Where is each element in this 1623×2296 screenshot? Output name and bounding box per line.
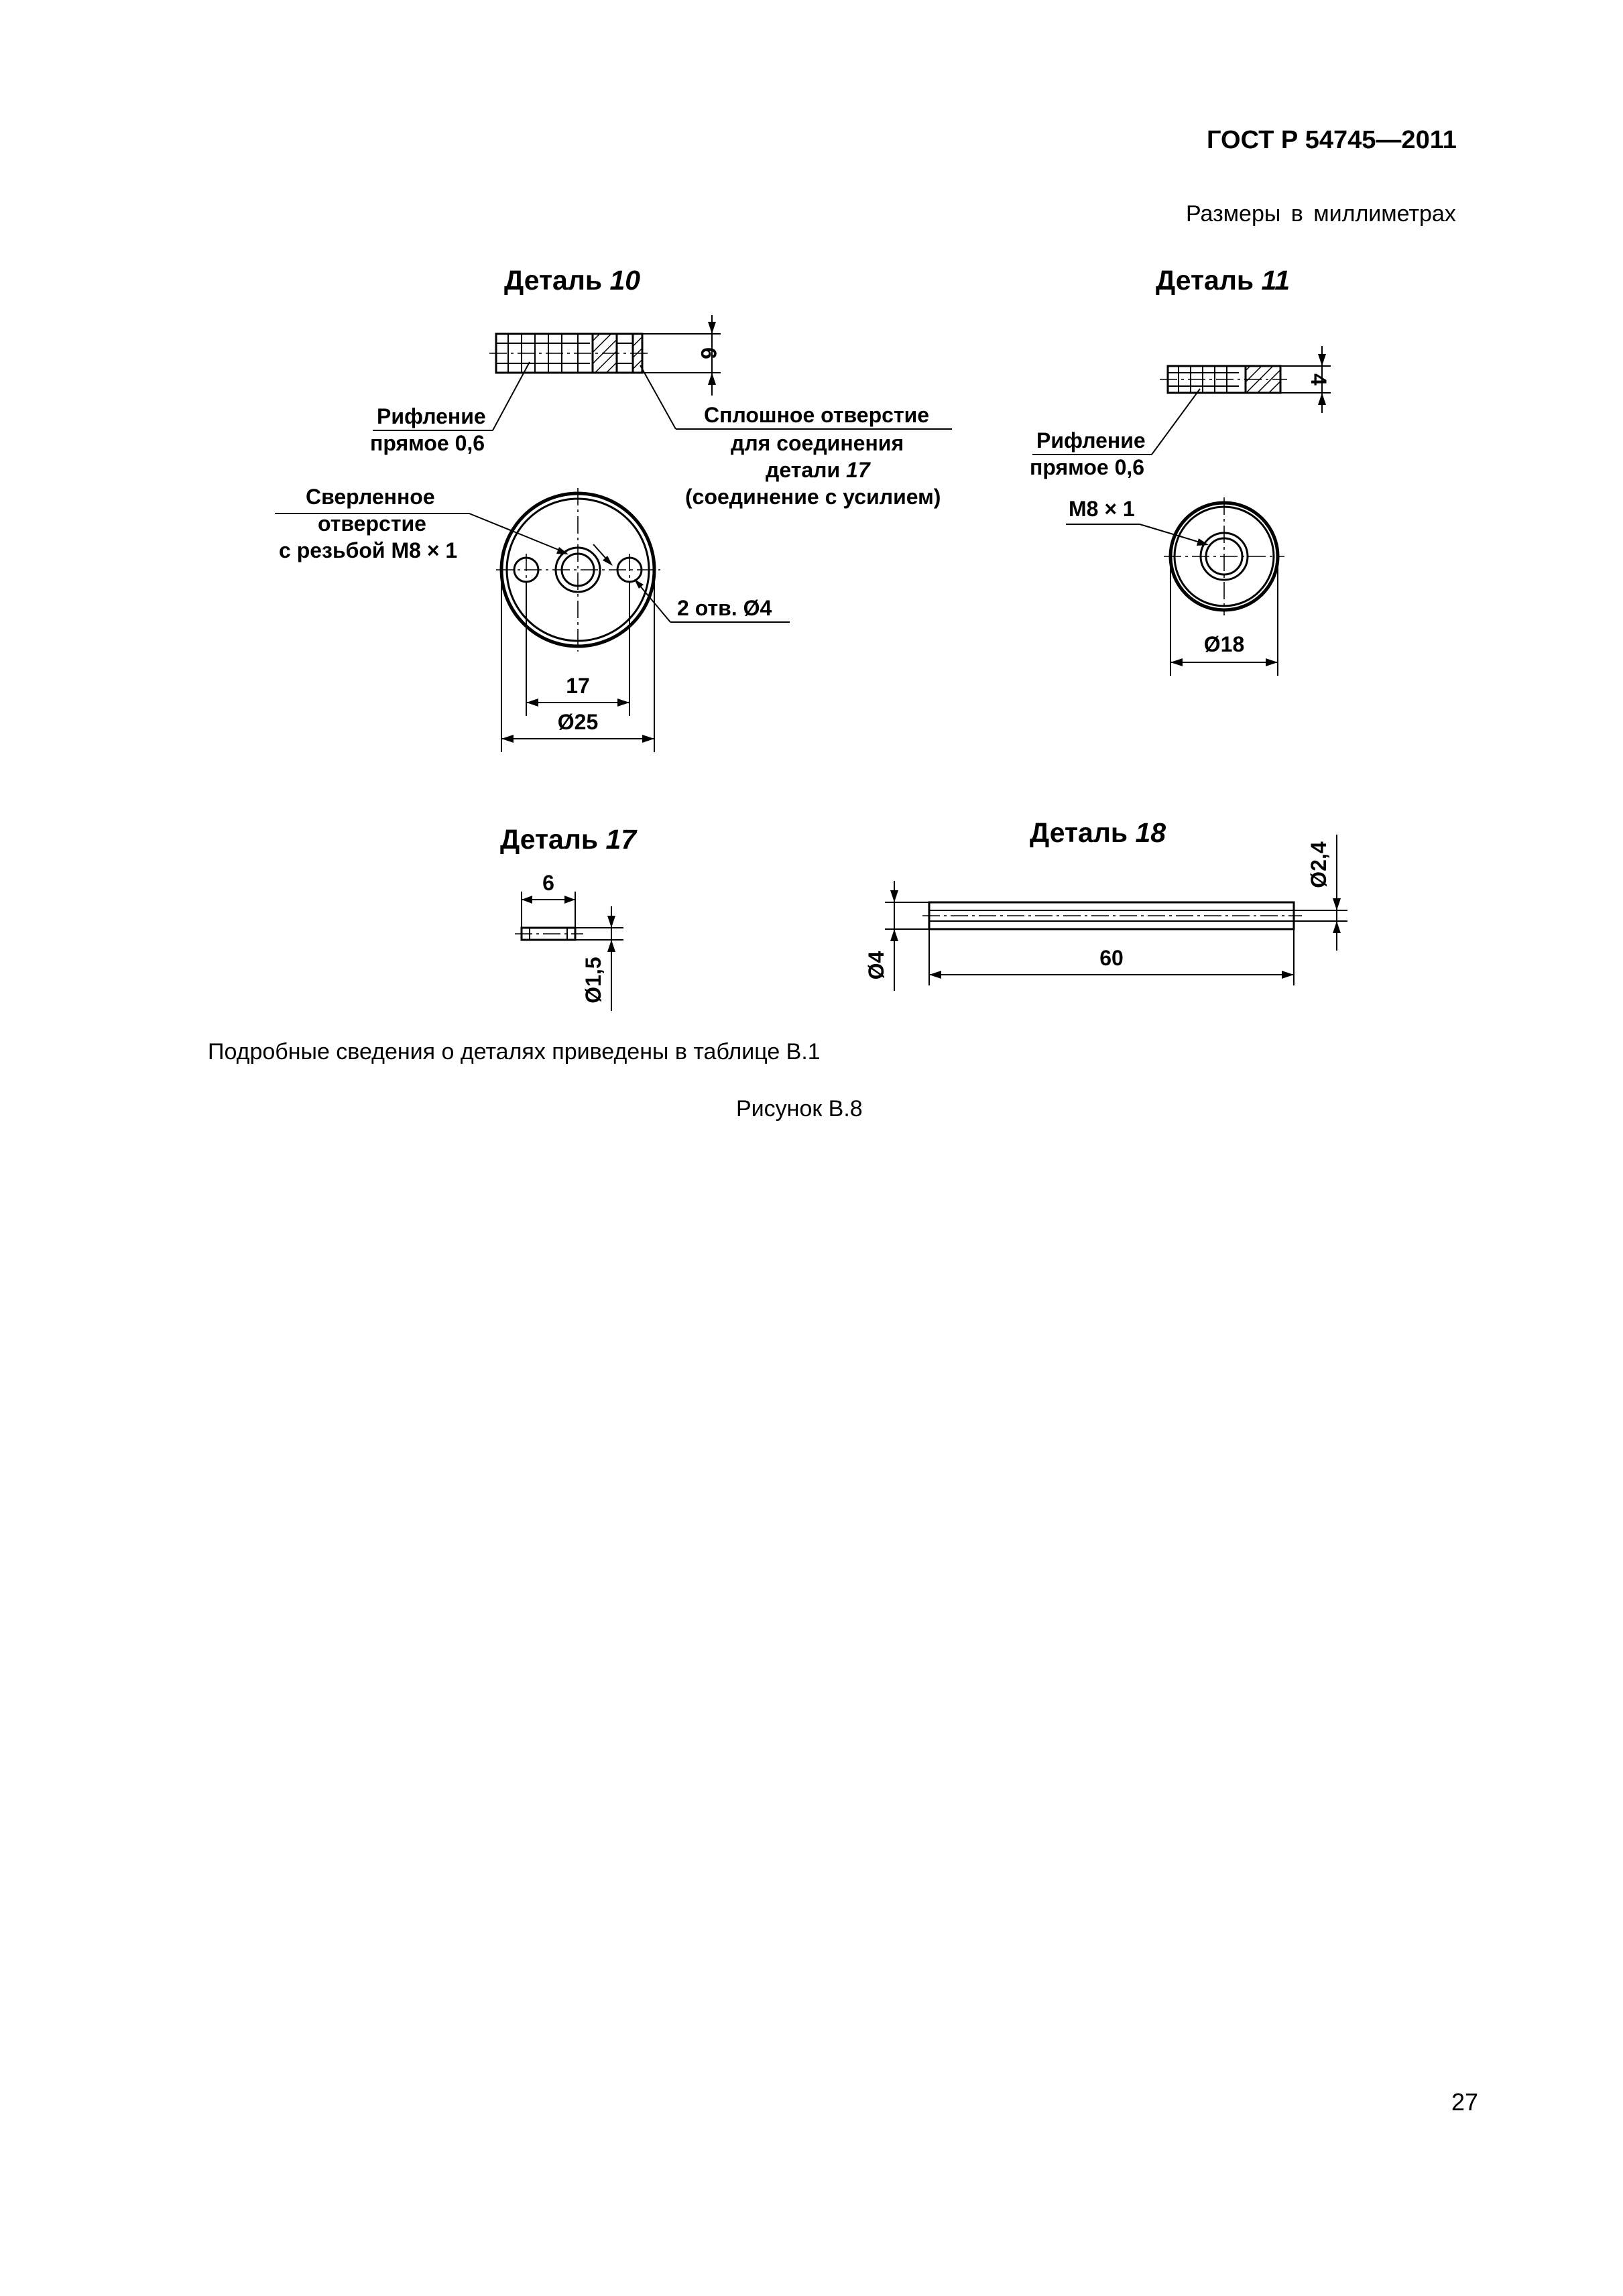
d10-knurl-line2: прямое 0,6 xyxy=(370,431,485,455)
d10-solid-hole-line3: детали 17 xyxy=(766,458,870,482)
detail-10-title: Деталь 10 xyxy=(504,265,641,296)
detail-11-front-view xyxy=(1164,497,1284,615)
d18-dim-inner: Ø2,4 xyxy=(1307,841,1331,888)
d11-dim-thickness: 4 xyxy=(1307,373,1331,385)
d10-dim-spacing: 17 xyxy=(566,674,590,698)
d10-knurl-line1: Рифление xyxy=(377,404,486,428)
detail-11-side-view xyxy=(1160,366,1287,393)
d11-dim-diameter: Ø18 xyxy=(1203,632,1245,656)
d18-dim-outer: Ø4 xyxy=(864,951,888,980)
detail-17-pin xyxy=(515,928,583,940)
d10-solid-hole-line4: (соединение с усилием) xyxy=(685,485,941,509)
d10-solid-hole-line2: для соединения xyxy=(731,431,904,455)
detail-17 xyxy=(500,824,638,1011)
detail-11-title: Деталь 11 xyxy=(1156,265,1290,296)
document-code: ГОСТ Р 54745—2011 xyxy=(1207,126,1457,154)
d11-knurl-line1: Рифление xyxy=(1036,428,1146,452)
detail-18 xyxy=(864,817,1347,991)
d10-dim-thickness: 6 xyxy=(697,347,721,359)
footnote: Подробные сведения о деталях приведены в таблице В.1 xyxy=(208,1039,821,1065)
d10-holes-label: 2 отв. Ø4 xyxy=(677,596,772,620)
page-number: 27 xyxy=(1451,2088,1479,2116)
d11-thread-label: М8 × 1 xyxy=(1069,497,1135,521)
d10-drilled-line1: Сверленное xyxy=(306,485,435,509)
d18-dim-length: 60 xyxy=(1099,946,1124,970)
detail-18-tube xyxy=(922,902,1302,929)
units-note: Размеры в миллиметрах xyxy=(1186,201,1456,227)
detail-18-title: Деталь 18 xyxy=(1030,817,1166,848)
d10-solid-hole-line1: Сплошное отверстие xyxy=(704,403,930,427)
detail-11 xyxy=(1030,265,1331,676)
detail-10-front-view xyxy=(496,488,660,652)
d10-drilled-line3: с резьбой М8 × 1 xyxy=(279,538,458,562)
d11-knurl-line2: прямое 0,6 xyxy=(1030,455,1145,479)
detail-10 xyxy=(275,265,952,752)
d17-dim-diameter: Ø1,5 xyxy=(581,957,605,1004)
detail-10-side-view xyxy=(489,334,650,373)
d10-drilled-line2: отверстие xyxy=(318,511,426,536)
d10-dim-diameter: Ø25 xyxy=(557,710,599,734)
d17-dim-length: 6 xyxy=(542,871,554,895)
figure-caption: Рисунок В.8 xyxy=(736,1096,863,1122)
detail-17-title: Деталь 17 xyxy=(500,824,637,855)
